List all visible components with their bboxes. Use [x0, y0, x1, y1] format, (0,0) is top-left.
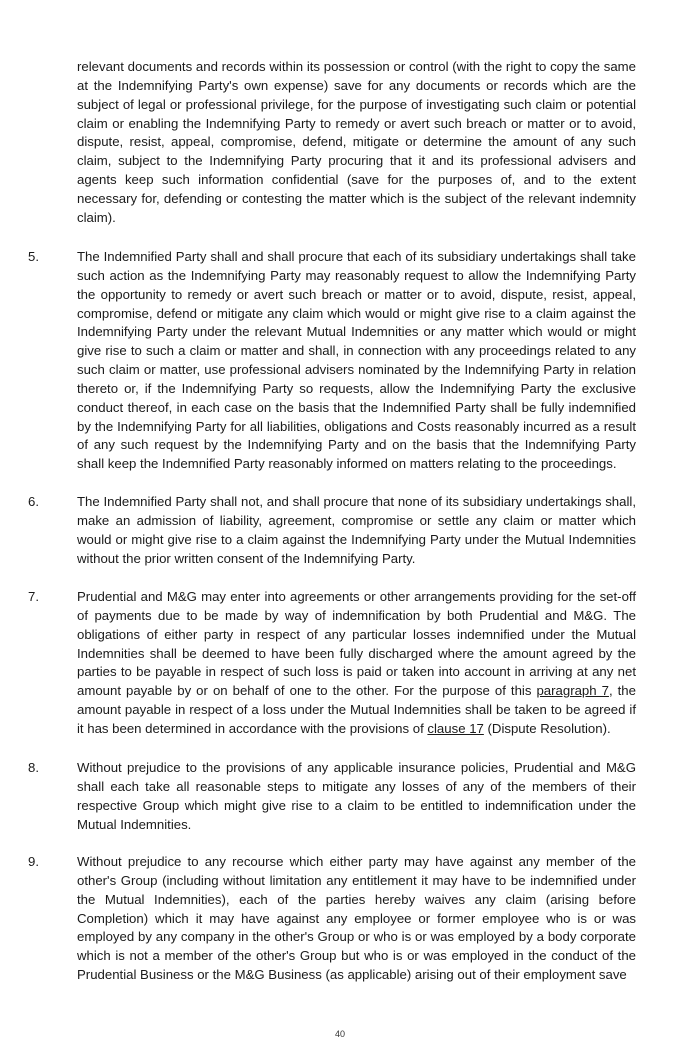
paragraph-8-text: Without prejudice to the provisions of any applicable insurance policies, Prudential and M&G shall each take all reasonable steps to mitigate any losses of any of the members of their respective Group which might give rise to a claim to be entitled to indemnification under the Mutual Indemnities. — [77, 760, 636, 832]
paragraph-number-8: 8. — [28, 760, 39, 775]
page-number: 40 — [334, 1029, 345, 1039]
paragraph-7-text-b: , the amount payable in respect of a loss under the Mutual Indemnities shall be taken to be agreed if it has been determined in accordance with the provisions of — [77, 683, 636, 736]
paragraph-number-9: 9. — [28, 854, 39, 869]
paragraph-7-text-a: Prudential and M&G may enter into agreements or other arrangements providing for the set-off of payments due to be made by way of indemnification by both Prudential and M&G. The obligations of either party in respect of any particular losses indemnified under the Mutual Indemnities shall be deemed to have been fully discharged where the amount agreed by the parties to be payable in respect of such loss is paid or taken into account in arriving at any net amount payable by or on behalf of one to the other. For the purpose of this — [77, 589, 636, 699]
paragraph-7-text-c: (Dispute Resolution). — [483, 720, 611, 736]
paragraph-number-7: 7. — [28, 589, 39, 604]
paragraph-9-text: Without prejudice to any recourse which either party may have against any member of the other's Group (including without limitation any entitlement it may have to be indemnified under the Mutual Indemnities), each of the parties hereby waives any claim (arising before Completion) which it may have against any employee or former employee who is or was employed by any company in the other's Group or who is or was employed by a body corporate which is not a member of the other's Group but who is or was employed in the conduct of the Prudential Business or the M&G Business (as applicable) arising out of their employment save — [77, 854, 636, 983]
paragraph-number-6: 6. — [28, 494, 39, 509]
paragraph-number-5: 5. — [28, 249, 39, 264]
paragraph-5-text: The Indemnified Party shall and shall procure that each of its subsidiary undertakings shall take such action as the Indemnifying Party may reasonably request to allow the Indemnifying Party the opportunity to remedy or avert such breach or matter or to avoid, dispute, resist, appeal, compromise, defend or mitigate any claim which would or might give rise to a claim against the Indemnifying Party under the relevant Mutual Indemnities or any matter which would or might give rise to such a claim or matter and shall, in connection with any proceedings related to any such claim or matter, use professional advisers nominated by the Indemnifying Party in relation thereto or, if the Indemnifying Party so requests, allow the Indemnifying Party the exclusive conduct thereof, in each case on the basis that the Indemnified Party shall be fully indemnified by the Indemnifying Party for all liabilities, obligations and Costs reasonably incurred as a result of any such request by the Indemnifying Party and on the basis that the Indemnifying Party shall keep the Indemnified Party reasonably informed on matters relating to the proceedings. — [77, 249, 636, 472]
paragraph-6-text: The Indemnified Party shall not, and shall procure that none of its subsidiary undertakings shall, make an admission of liability, agreement, compromise or settle any claim or matter which would or might give rise to a claim against the Indemnifying Party under the Mutual Indemnities without the prior written consent of the Indemnifying Party. — [77, 494, 636, 566]
clause-17-cross-reference: clause 17 — [427, 720, 484, 736]
continuation-paragraph: relevant documents and records within its possession or control (with the right to copy the same at the Indemnifying Party's own expense) save for any documents or records which are the subject of legal or professional privilege, for the purpose of investigating such claim or potential claim or enabling the Indemnifying Party to remedy or avert such breach or matter or to avoid, dispute, resist, appeal, compromise, defend, mitigate or determine the amount of any such claim, subject to the Indemnifying Party procuring that it and its professional advisers and agents keep such information confidential (save for the purposes of, and to the extent necessary for, defending or contesting the matter which is the subject of the relevant indemnity claim). — [77, 59, 636, 225]
paragraph-7-cross-reference: paragraph 7 — [536, 683, 609, 699]
paragraph-7-text — [77, 588, 636, 739]
